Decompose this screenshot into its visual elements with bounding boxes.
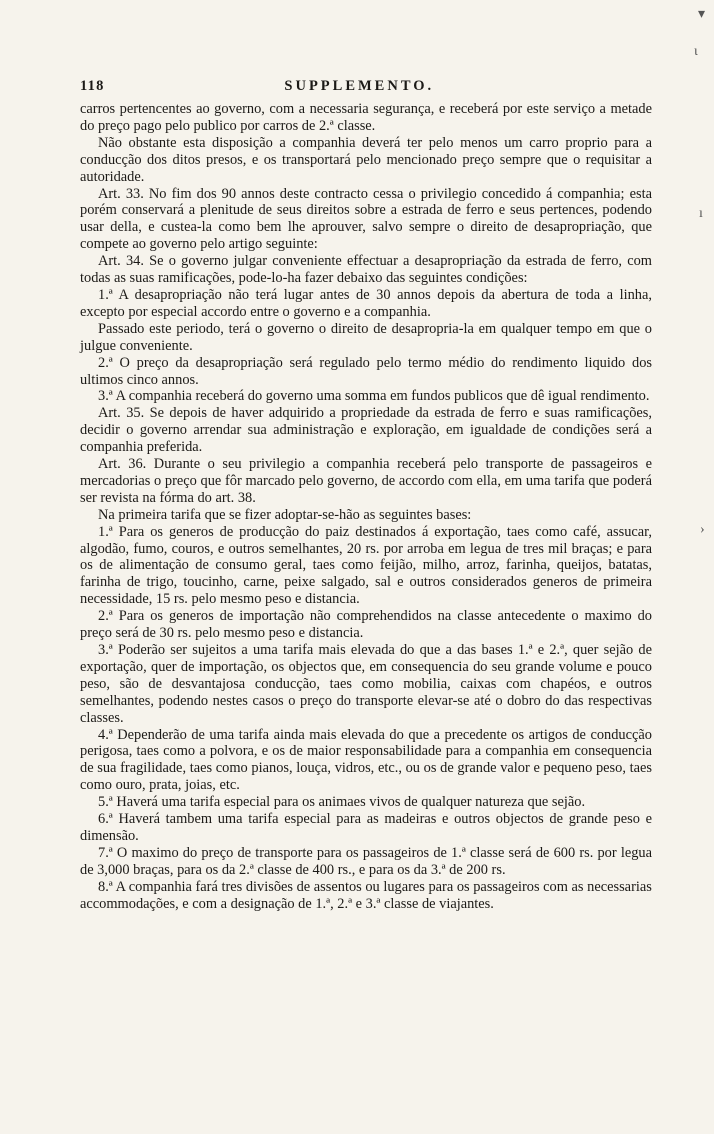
paragraph: Art. 34. Se o governo julgar conveniente effectuar a desapropriação da estrada de ferro, com todas as suas ramificações, pode-lo-ha fazer debaixo das seguintes condições: bbox=[80, 253, 652, 287]
paragraph: 4.ª Dependerão de uma tarifa ainda mais elevada do que a precedente os artigos de conducção perigosa, taes como a polvora, e os de maior responsabilidade para a companhia em consequencia de sua fragilidade, taes como pianos, louça, vidros, etc., ou os de grande valor e pequeno peso, taes como ouro, prata, joias, etc. bbox=[80, 726, 652, 794]
paragraph: Passado este periodo, terá o governo o direito de desapropria-la em qualquer tempo em que o julgue conveniente. bbox=[80, 320, 652, 354]
paragraph: 7.ª O maximo do preço de transporte para os passageiros de 1.ª classe será de 600 rs. por legua de 3,000 braças, para os da 2.ª classe de 400 rs., e para os da 3.ª de 200 rs. bbox=[80, 844, 652, 878]
paragraph: Art. 33. No fim dos 90 annos deste contracto cessa o privilegio concedido á companhia; esta porém conservará a plenitude de seus direitos sobre a estrada de ferro e seus pertences, podendo usar della, e custea-la como bem lhe aprouver, salvo sempre o direito de desapropriação, que compete ao governo pelo artigo seguinte: bbox=[80, 185, 652, 253]
paragraph: 8.ª A companhia fará tres divisões de assentos ou lugares para os passageiros com as necessarias accommodações, e com a designação de 1.ª, 2.ª e 3.ª classe de viajantes. bbox=[80, 878, 652, 912]
paragraph: Não obstante esta disposição a companhia deverá ter pelo menos um carro proprio para a conducção dos ditos presos, e os transportará pelo mencionado preço sempre que o requisitar a autoridade. bbox=[80, 134, 652, 185]
paragraph: 5.ª Haverá uma tarifa especial para os animaes vivos de qualquer natureza que sejão. bbox=[98, 794, 586, 811]
document-page bbox=[80, 71, 652, 913]
body-text bbox=[80, 101, 652, 913]
running-title: SUPPLEMENTO. bbox=[284, 78, 435, 94]
paragraph: 3.ª Poderão ser sujeitos a uma tarifa mais elevada do que a das bases 1.ª e 2.ª, quer sejão de exportação, quer de importação, os objectos que, em consequencia do seu grande volume e pouco peso, são de desvantajosa conducção, taes como mobilia, caixas com chapéos, e outros semelhantes, podendo nestes casos o preço do transporte elevar-se até o dobro do das respectivas classes. bbox=[80, 642, 652, 726]
paragraph: Art. 35. Se depois de haver adquirido a propriedade da estrada de ferro e suas ramificações, decidir o governo arrendar sua administração e exploração, em igualdade de condições será a companhia preferida. bbox=[80, 405, 652, 456]
page-number: 118 bbox=[80, 78, 105, 94]
paragraph: 1.ª Para os generos de producção do paiz destinados á exportação, taes como café, assucar, algodão, fumo, couros, e outros semelhantes, 20 rs. por arroba em legua de tres mil braças; e para os de alimentação de consumo geral, taes como feijão, milho, arroz, farinha, queijos, batatas, farinha de trigo, toucinho, carne, peixe salgado, sal e outros considerados generos de primeira necessidade, 15 rs. pelo mesmo peso e distancia. bbox=[80, 523, 652, 608]
paragraph: 6.ª Haverá tambem uma tarifa especial para as madeiras e outros objectos de grande peso e dimensão. bbox=[80, 811, 652, 844]
paragraph: carros pertencentes ao governo, com a necessaria segurança, e receberá por este serviço a metade do preço pago pelo publico por carros de 2.ª classe. bbox=[80, 101, 652, 134]
paragraph: Na primeira tarifa que se fizer adoptar-se-hão as seguintes bases: bbox=[98, 506, 472, 523]
margin-mark-upper: ι bbox=[694, 44, 698, 59]
page-header bbox=[80, 71, 652, 101]
paragraph: 1.ª A desapropriação não terá lugar antes de 30 annos depois da abertura de toda a linha, excepto por especial accordo entre o governo e a companhia. bbox=[80, 286, 652, 320]
paragraph: 2.ª Para os generos de importação não comprehendidos na classe antecedente o maximo do preço será de 30 rs. pelo mesmo peso e distancia. bbox=[80, 608, 652, 642]
margin-mark-middle: ı bbox=[699, 206, 703, 221]
margin-mark-top: ▾ bbox=[698, 7, 706, 22]
paragraph: 3.ª A companhia receberá do governo uma somma em fundos publicos que dê igual rendimento. bbox=[98, 388, 650, 405]
paragraph: Art. 36. Durante o seu privilegio a companhia receberá pelo transporte de passageiros e mercadorias o preço que fôr marcado pelo governo, de accordo com ella, em uma tarifa que poderá ser revista na fórma do art. 38. bbox=[80, 456, 652, 506]
margin-mark-lower: › bbox=[700, 522, 705, 537]
paragraph: 2.ª O preço da desapropriação será regulado pelo termo médio do rendimento liquido dos ultimos cinco annos. bbox=[80, 354, 652, 388]
